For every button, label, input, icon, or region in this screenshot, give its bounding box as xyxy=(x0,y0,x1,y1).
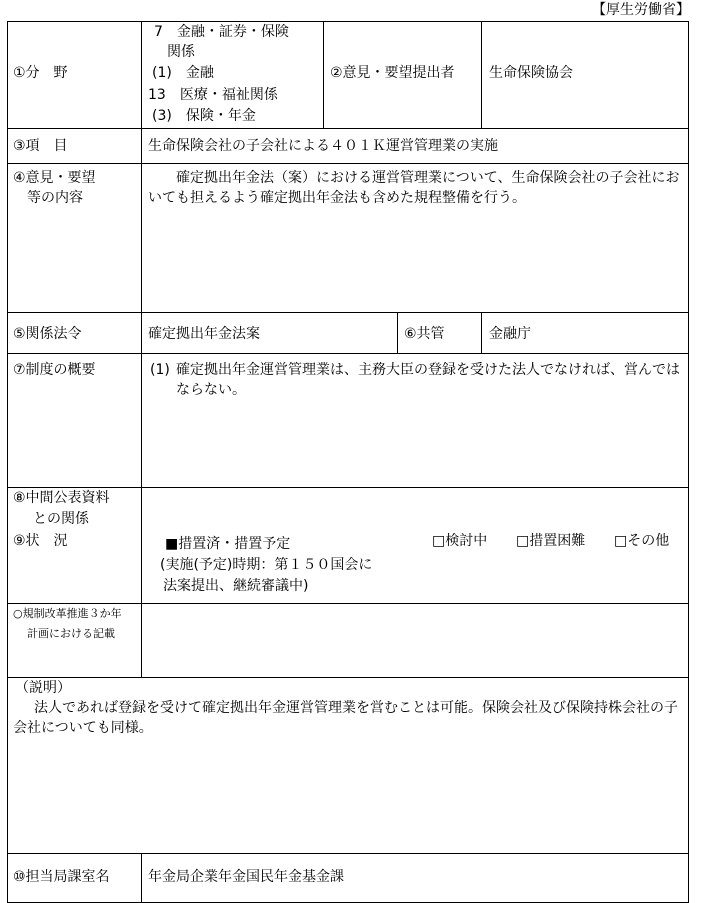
system-value: 確定拠出年金運営管理業は、主務大臣の登録を受けた法人でなければ、営んではならない。 xyxy=(176,362,680,399)
ministry-label: 【厚生労働省】 xyxy=(592,2,690,18)
status-option: □その他 xyxy=(614,533,670,549)
status-detail: 法案提出、継続審議中) xyxy=(163,578,309,594)
law-label: ⑤関係法令 xyxy=(13,326,82,342)
request-label: ④意見・要望 xyxy=(13,170,96,186)
status-detail: (実施(予定)時期：第１５０国会に xyxy=(160,557,373,573)
request-label: 等の内容 xyxy=(27,190,83,206)
submitter-value: 生命保険協会 xyxy=(489,65,573,81)
system-num: (1) xyxy=(150,362,170,378)
explanation-value: 法人であれば登録を受けて確定拠出年金運営管理業を営むことは可能。保険会社及び保険持株会社の子会社についても同様。 xyxy=(13,700,678,737)
field-line: 関係 xyxy=(167,44,195,60)
field-line: (3) 保険・年金 xyxy=(152,108,256,124)
status-label: との関係 xyxy=(33,511,89,527)
request-value: 確定拠出年金法（案）における運営管理業について、生命保険会社の子会社においても担えるよう確定拠出年金法も含めた規程整備を行う。 xyxy=(148,170,680,207)
section-value: 年金局企業年金国民年金基金課 xyxy=(148,869,344,885)
status-label: ⑧中間公表資料 xyxy=(13,490,110,506)
plan-label: 計画における記載 xyxy=(27,627,115,640)
status-option: □検討中 xyxy=(432,533,488,549)
item-label: ③項 目 xyxy=(13,138,68,154)
joint-value: 金融庁 xyxy=(489,326,531,342)
system-label: ⑦制度の概要 xyxy=(13,362,96,378)
plan-label: ○規制改革推進３か年 xyxy=(13,607,122,620)
status-option: □措置困難 xyxy=(516,533,586,549)
law-value: 確定拠出年金法案 xyxy=(148,326,260,342)
field-line: 7 金融・証券・保険 xyxy=(154,24,289,40)
status-label: ⑨状 況 xyxy=(13,533,68,549)
explanation-label: （説明） xyxy=(15,680,71,696)
joint-label: ⑥共管 xyxy=(404,326,445,342)
section-label: ⑩担当局課室名 xyxy=(13,869,110,885)
submitter-label: ②意見・要望提出者 xyxy=(330,65,455,81)
field-line: 13 医療・福祉関係 xyxy=(148,87,278,103)
field-line: (1) 金融 xyxy=(152,65,214,81)
field-label: ①分 野 xyxy=(13,65,68,81)
status-checked: ■措置済・措置予定 xyxy=(165,536,291,552)
item-value: 生命保険会社の子会社による４０１Ｋ運営管理業の実施 xyxy=(148,138,498,154)
